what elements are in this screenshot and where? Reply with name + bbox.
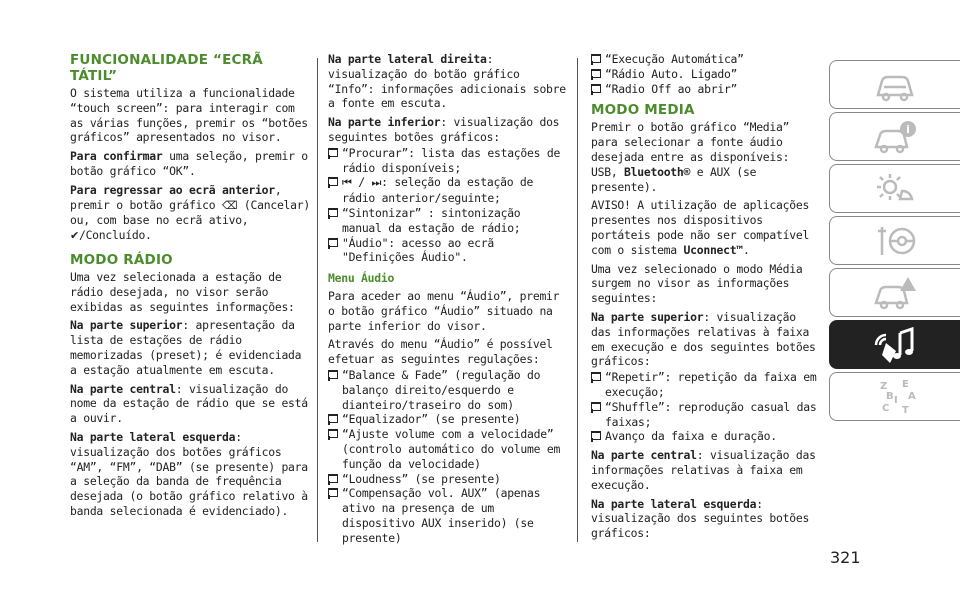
bullet-icon xyxy=(328,238,337,247)
column-divider xyxy=(577,58,578,542)
heading-modo-media: MODO MEDIA xyxy=(591,102,695,119)
index-letter: B xyxy=(886,390,894,402)
para-radio-esquerda xyxy=(70,430,310,519)
tab-car-info[interactable] xyxy=(829,112,960,161)
radio-sup-text: : apresentação da lista de estações de rádio memorizadas (preset); é evidenciada a estação atualmente em escuta. xyxy=(70,318,302,377)
bullet-icon xyxy=(591,69,600,78)
done-check-icon: ✔ xyxy=(70,229,79,243)
list-item xyxy=(328,486,566,545)
radio-inf-label: Na parte inferior xyxy=(328,115,441,130)
list-item xyxy=(328,206,566,236)
bullet-text: “Loudness” (se presente) xyxy=(342,471,501,486)
index-letter: Z xyxy=(880,380,888,392)
aviso-text-b: . xyxy=(743,242,750,257)
index-letter: E xyxy=(902,378,909,390)
aviso-uconnect: Uconnect™ xyxy=(683,242,743,257)
bullet-text xyxy=(342,175,566,206)
bullet-text: “Compensação vol. AUX” (apenas ativo na presença de um dispositivo AUX inserido) (se presente) xyxy=(342,486,541,545)
list-item xyxy=(328,175,566,206)
media-sup-text: : visualização das informações relativas à faixa em execução e dos seguintes botões gráficos: xyxy=(591,309,816,369)
bullet-icon xyxy=(591,431,600,440)
heading-funcionalidade: FUNCIONALIDADE “ECRÃ TÁTIL” xyxy=(70,52,263,84)
radio-central-label: Na parte central xyxy=(70,381,176,396)
page-number: 321 xyxy=(830,548,861,567)
list-item xyxy=(591,429,821,444)
para-radio-central xyxy=(70,382,310,426)
list-item xyxy=(591,370,821,400)
bullet-icon xyxy=(328,429,337,438)
para-radio-inferior xyxy=(328,115,566,145)
column-1 xyxy=(70,52,310,523)
bullet-icon xyxy=(591,84,600,93)
lights-icon xyxy=(872,169,918,209)
para-menu-audio-1: Para aceder ao menu “Áudio”, premir o botão gráfico “Áudio” situado na parte inferior do visor. xyxy=(328,288,560,333)
prevnext-separator: / xyxy=(351,175,372,190)
list-item xyxy=(328,472,566,487)
bullet-icon xyxy=(591,372,600,381)
column-3 xyxy=(591,52,821,545)
radio-central-text: : visualização do nome da estação de rádio que se está a ouvir. xyxy=(70,381,308,426)
bullet-icon xyxy=(328,414,337,423)
index-letters-icon xyxy=(872,377,918,417)
para-media-central xyxy=(591,448,821,492)
regressar-text-b: (Cancelar) ou, com base no ecrã ativo, xyxy=(70,197,310,228)
tab-dashboard[interactable] xyxy=(829,60,960,109)
media-central-label: Na parte central xyxy=(591,448,697,463)
bullet-text: “Balance & Fade” (regulação do balanço direito/esquerdo e dianteiro/traseiro do som) xyxy=(342,367,541,412)
regressar-label: Para regressar ao ecrã anterior xyxy=(70,182,275,197)
confirmar-label: Para confirmar xyxy=(70,149,163,164)
para-radio-direita xyxy=(328,52,566,111)
para-media xyxy=(591,120,821,194)
bullet-icon xyxy=(591,54,600,63)
para-radio-superior xyxy=(70,318,310,377)
index-letter: I xyxy=(894,394,898,406)
list-item xyxy=(591,400,821,430)
list-item xyxy=(591,52,821,67)
tab-wheel-tools[interactable] xyxy=(829,216,960,265)
prevnext-text: : seleção da estação de rádio anterior/seguinte; xyxy=(342,175,534,206)
para-confirmar xyxy=(70,149,310,179)
bullet-text: “Radio Off ao abrir” xyxy=(605,81,738,96)
heading-menu-audio: Menu Áudio xyxy=(328,271,395,286)
bullet-text: "Áudio": acesso ao ecrã "Definições Áudio". xyxy=(342,235,494,265)
index-letter: A xyxy=(908,390,916,402)
car-dashboard-icon xyxy=(872,65,918,105)
para-aviso xyxy=(591,198,821,257)
media-text-b: e AUX (se presente). xyxy=(591,164,757,194)
bullet-icon xyxy=(328,474,337,483)
regressar-text-c: /Concluído. xyxy=(78,228,152,243)
radio-dir-text: : visualização do botão gráfico “Info”: informações adicionais sobre a fonte em escuta. xyxy=(328,52,566,111)
aviso-text-a: AVISO! A utilização de aplicações presentes nos dispositivos portáteis pode não ser compatível com o sistema xyxy=(591,198,810,257)
list-item xyxy=(591,82,821,97)
para-regressar xyxy=(70,183,310,244)
previous-track-icon: ⏮ xyxy=(342,176,352,190)
tab-multimedia[interactable] xyxy=(829,320,960,369)
para-radio: Uma vez selecionada a estação de rádio desejada, no visor serão exibidas as seguintes informações: xyxy=(70,269,295,314)
bullet-text: “Shuffle”: reprodução casual das faixas; xyxy=(605,399,817,429)
media-bluetooth: Bluetooth® xyxy=(624,164,691,179)
para-media-superior xyxy=(591,310,821,369)
bullet-text: “Rádio Auto. Ligado” xyxy=(605,66,738,81)
bullet-text: “Sintonizar” : sintonização manual da estação de rádio; xyxy=(342,205,521,235)
media-esq-text: : visualização dos seguintes botões gráficos: xyxy=(591,496,810,541)
music-note-icon xyxy=(872,325,918,365)
radio-esq-text: : visualização dos botões gráficos “AM”, “FM”, “DAB” (se presente) para a seleção da banda de frequência desejada (o botão gráfico relativo à banda selecionada é evidenciado). xyxy=(70,429,308,518)
media-central-text: : visualização das informações relativas à faixa em execução. xyxy=(591,448,816,492)
list-item xyxy=(328,236,566,266)
bullet-text: “Ajuste volume com a velocidade” (controlo automático do volume em função da velocidade) xyxy=(342,427,561,471)
bullet-text: “Repetir”: repetição da faixa em execução; xyxy=(605,370,817,399)
bullet-icon xyxy=(591,402,600,411)
list-item xyxy=(328,412,566,427)
para-media-esquerda xyxy=(591,497,821,541)
para-menu-audio-2: Através do menu “Áudio” é possível efetuar as seguintes regulações: xyxy=(328,337,553,367)
list-item xyxy=(328,368,566,412)
backspace-icon: ⌫ xyxy=(221,198,238,212)
radio-esq-label: Na parte lateral esquerda xyxy=(70,429,236,444)
list-item xyxy=(328,427,566,471)
radio-dir-label: Na parte lateral direita xyxy=(328,52,487,66)
tab-lights[interactable] xyxy=(829,164,960,213)
index-letter: C xyxy=(882,402,890,414)
car-info-icon xyxy=(872,117,918,157)
bullet-icon xyxy=(328,208,337,217)
tab-car-warning[interactable] xyxy=(829,268,960,317)
bullet-icon xyxy=(328,488,337,497)
next-track-icon: ⏭ xyxy=(371,176,382,190)
para-media-selec: Uma vez selecionado o modo Média surgem no visor as informações seguintes: xyxy=(591,261,803,306)
regressar-text-a: , premir o botão gráfico xyxy=(70,182,282,212)
tab-index[interactable] xyxy=(829,372,960,421)
bullet-text: “Procurar”: lista das estações de rádio disponíveis; xyxy=(342,145,561,175)
column-2 xyxy=(328,52,566,546)
list-item xyxy=(328,146,566,176)
confirmar-text: uma seleção, premir o botão gráfico “OK”. xyxy=(70,149,308,178)
bullet-text: “Execução Automática” xyxy=(605,52,744,66)
bullet-text: “Equalizador” (se presente) xyxy=(342,412,521,427)
svg-text:i: i xyxy=(906,122,910,136)
media-sup-label: Na parte superior xyxy=(591,309,704,324)
bullet-icon xyxy=(328,177,337,186)
media-esq-label: Na parte lateral esquerda xyxy=(591,496,757,511)
column-divider xyxy=(317,58,318,542)
radio-sup-label: Na parte superior xyxy=(70,318,183,333)
wheel-tools-icon xyxy=(872,221,918,261)
media-text-a: Premir o botão gráfico “Media” para selecionar a fonte áudio desejada entre as disponíveis: USB, xyxy=(591,120,790,179)
bullet-icon xyxy=(328,370,337,379)
bullet-icon xyxy=(328,148,337,157)
index-letter: T xyxy=(902,404,909,416)
heading-modo-radio: MODO RÁDIO xyxy=(70,251,173,268)
list-item xyxy=(591,67,821,82)
radio-inf-text: : visualização dos seguintes botões gráficos: xyxy=(328,115,560,144)
para-sistema: O sistema utiliza a funcionalidade “touch screen”: para interagir com as várias funções, premir os “botões gráficos” apresentados no visor. xyxy=(70,86,308,145)
chapter-tabs xyxy=(829,60,960,424)
bullet-text: Avanço da faixa e duração. xyxy=(605,429,777,444)
car-warning-icon xyxy=(872,273,918,313)
